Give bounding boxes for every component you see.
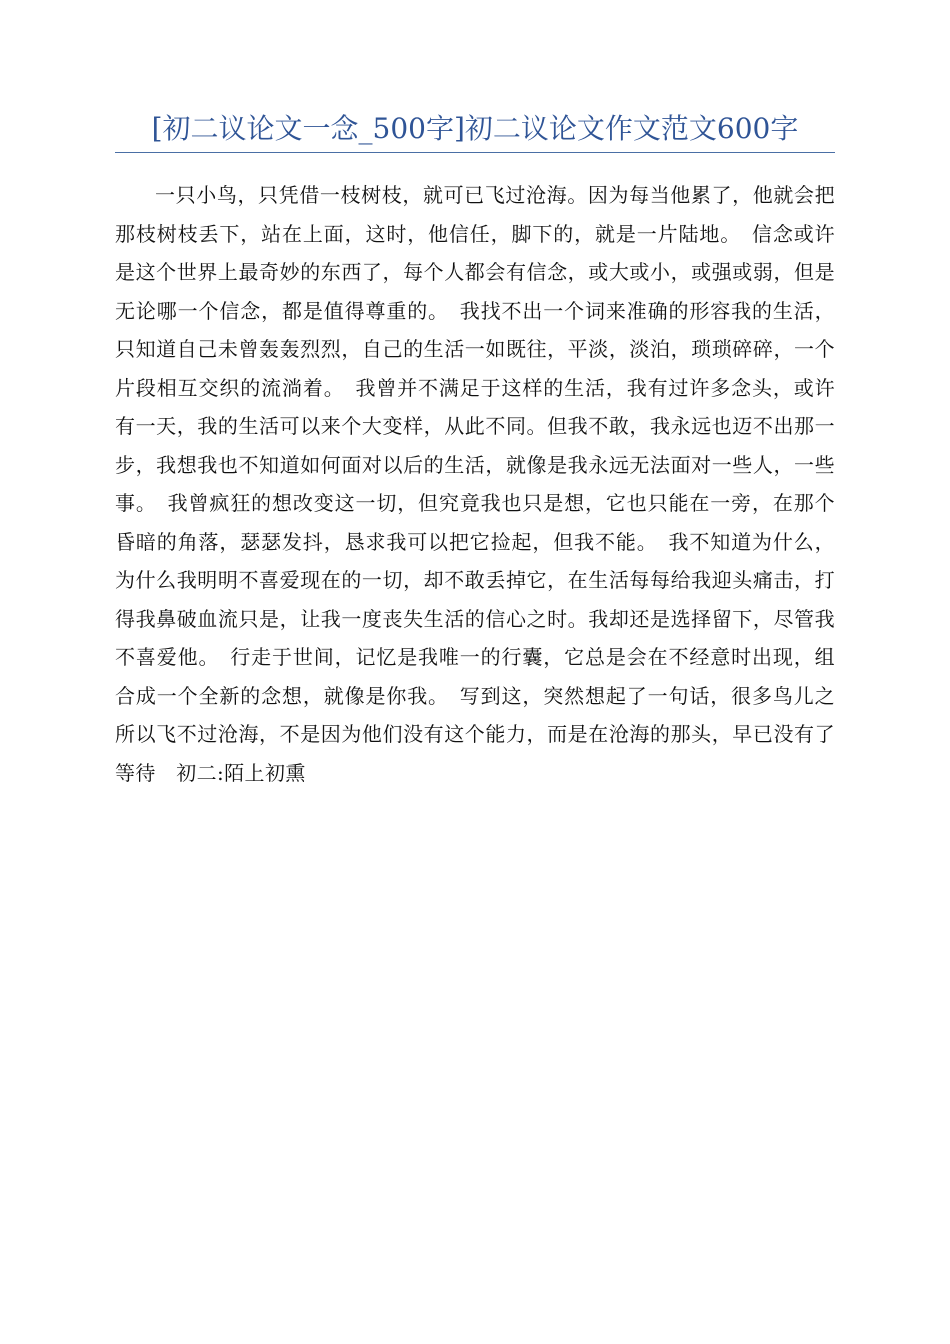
document-title: [初二议论文一念_500字]初二议论文作文范文600字 — [151, 112, 799, 145]
document-body: 一只小鸟，只凭借一枝树枝，就可已飞过沧海。因为每当他累了，他就会把那枝树枝丢下，站在上面，这时，他信任，脚下的，就是一片陆地。 信念或许是这个世界上最奇妙的东西了，每个人都会有信念，或大或小，或强或弱，但是无论哪一个信念，都是值得尊重的。 我找不出一个词来准确的形容我的生活，只知道自己未曾轰轰烈烈，自己的生活一如既往，平淡，淡泊，琐琐碎碎，一个片段相互交织的流淌着。 我曾并不满足于这样的生活，我有过许多念头，或许有一天，我的生活可以来个大变样，从此不同。但我不敢，我永远也迈不出那一步，我想我也不知道如何面对以后的生活，就像是我永远无法面对一些人，一些事。 我曾疯狂的想改变这一切，但究竟我也只是想，它也只能在一旁，在那个昏暗的角落，瑟瑟发抖，恳求我可以把它捡起，但我不能。 我不知道为什么，为什么我明明不喜爱现在的一切，却不敢丢掉它，在生活每每给我迎头痛击，打得我鼻破血流只是，让我一度丧失生活的信心之时。我却还是选择留下，尽管我不喜爱他。 行走于世间，记忆是我唯一的行囊，它总是会在不经意时出现，组合成一个全新的念想，就像是你我。 写到这，突然想起了一句话，很多鸟儿之所以飞不过沧海，不是因为他们没有这个能力，而是在沧海的那头，早已没有了等待 初二:陌上初熏 — [115, 183, 835, 785]
title-block — [115, 110, 835, 153]
